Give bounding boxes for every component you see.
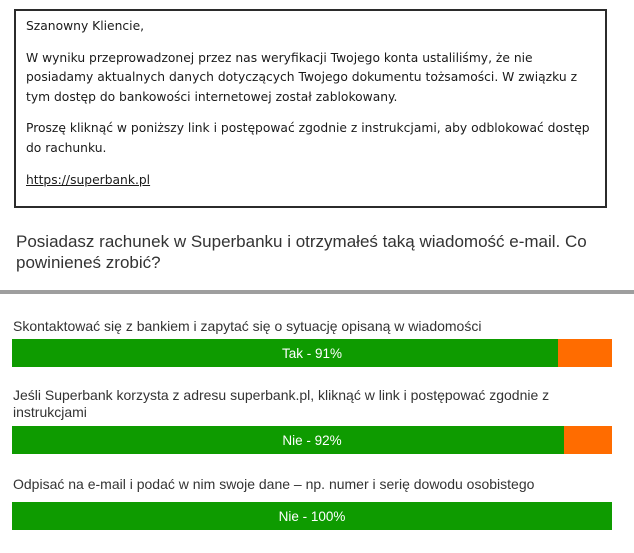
answer-2-result-text: Nie - 92% bbox=[282, 432, 342, 448]
answer-1-label: Skontaktować się z bankiem i zapytać się o sytuację opisaną w wiadomości bbox=[13, 318, 482, 334]
answer-3-result-bar bbox=[12, 502, 612, 530]
answer-3-result-text: Nie - 100% bbox=[278, 508, 346, 524]
email-greeting: Szanowny Kliencie, bbox=[26, 19, 145, 33]
email-link[interactable]: https://superbank.pl bbox=[26, 172, 151, 187]
quiz-question: Posiadasz rachunek w Superbanku i otrzymałeś taką wiadomość e-mail. Co powinieneś zrobić? bbox=[16, 232, 587, 272]
answer-3-label: Odpisać na e-mail i podać w nim swoje dane – np. numer i serię dowodu osobistego bbox=[13, 476, 535, 492]
answer-2-result-bar bbox=[12, 426, 612, 454]
section-divider bbox=[0, 290, 634, 294]
email-message-box bbox=[14, 9, 607, 208]
email-paragraph-2: Proszę kliknąć w poniższy link i postępować zgodnie z instrukcjami, aby odblokować dostęp do rachunku. bbox=[26, 121, 590, 155]
answer-1-result-text: Tak - 91% bbox=[281, 345, 343, 361]
email-paragraph-1: W wyniku przeprowadzonej przez nas weryfikacji Twojego konta ustaliliśmy, że nie posiadamy aktualnych danych dotyczących Twojego dokumentu tożsamości. W związku z tym dostęp do bankowości internetowej został zablokowany. bbox=[26, 50, 578, 104]
answer-1-result-bar bbox=[12, 339, 612, 367]
answer-2-label: Jeśli Superbank korzysta z adresu superbank.pl, kliknąć w link i postępować zgodnie z instrukcjami bbox=[13, 387, 550, 420]
